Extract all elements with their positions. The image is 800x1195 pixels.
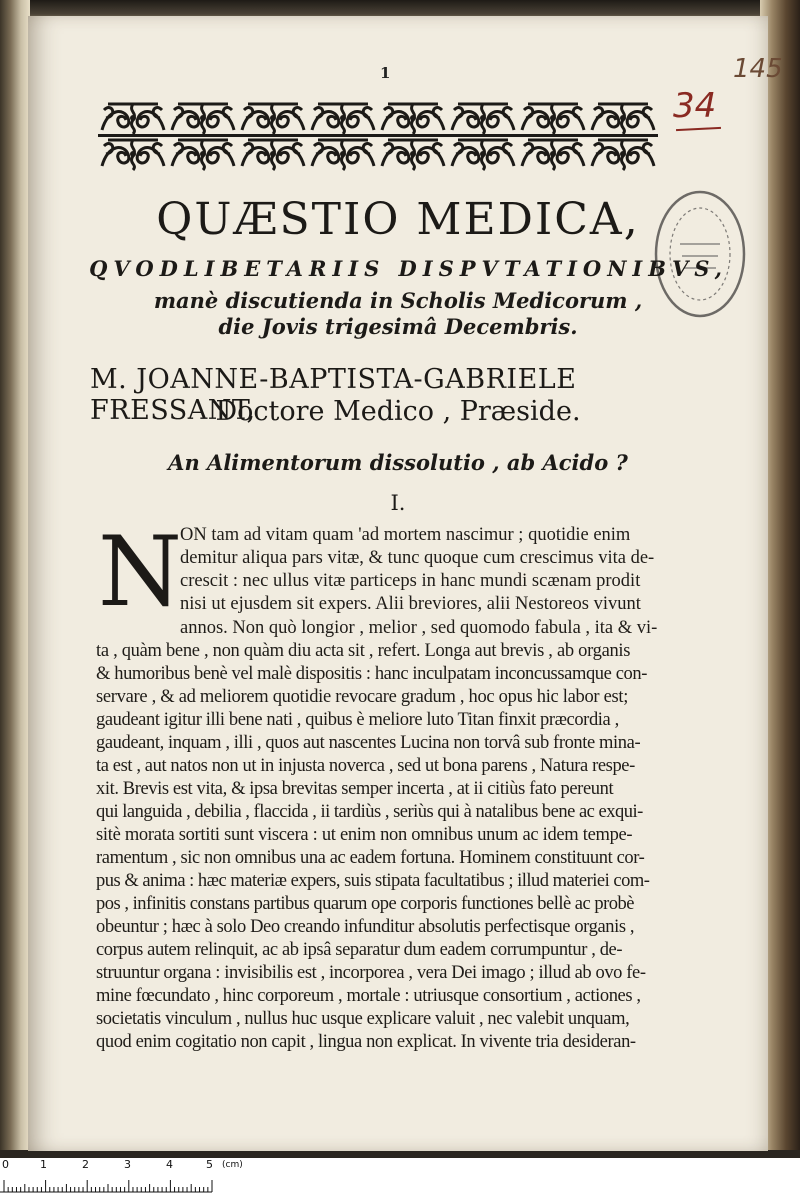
- text-line: xit. Brevis est vita, & ipsa brevitas semper incerta , at ii citiùs fato pereunt: [96, 779, 614, 799]
- praeses-role: Doctore Medico , Præside.: [215, 396, 581, 427]
- text-line: & humoribus benè vel malè dispositis : hanc inculpatam inconcussamque con-: [96, 664, 647, 684]
- manuscript-underline: [676, 127, 721, 131]
- subtitle-discutienda: manè discutienda in Scholis Medicorum ,: [153, 288, 643, 313]
- ruler-unit: (cm): [222, 1160, 243, 1170]
- text-line: ta , quàm bene , non quàm diu acta sit , refert. Longa aut brevis , ab organis: [96, 641, 631, 661]
- scale-ruler: [0, 1158, 800, 1195]
- text-line: mine fœcundato , hinc corporeum , mortale : utriusque consortium , actiones ,: [96, 986, 641, 1006]
- page-number: 1: [380, 64, 391, 82]
- ruler-label: 5: [206, 1158, 213, 1171]
- text-line: societatis vinculum , nullus huc usque explicare valuit , nec valebit unquam,: [96, 1009, 630, 1029]
- praeses-name: M. JOANNE-BAPTISTA-GABRIELE FRESSANT,: [90, 364, 577, 426]
- text-line: qui languida , debilia , flaccida , ii tardiùs , seriùs qui à natalibus bene ac exqui-: [96, 802, 643, 822]
- manuscript-note-primary: 34: [673, 86, 717, 126]
- ornamental-header-band: [98, 100, 658, 172]
- text-line: servare , & ad meliorem quotidie revocare gradum , hoc opus hic labor est;: [96, 687, 629, 707]
- ruler-label: 0: [2, 1158, 9, 1171]
- text-line: pus & anima : hæc materiæ expers, suis stipata facultatibus ; illud materiei com-: [96, 871, 650, 891]
- section-number: I.: [390, 491, 406, 515]
- text-line: quod enim cogitatio non capit , lingua non explicat. In vivente tria desideran-: [96, 1032, 636, 1052]
- text-line: annos. Non quò longior , melior , sed quomodo fabula , ita & vi-: [180, 618, 658, 638]
- text-line: gaudeant igitur illi bene nati , quibus è meliore luto Titan finxit præcordia ,: [96, 710, 619, 730]
- subtitle-quodlibetariis: QVODLIBETARIIS DISPVTATIONIBVS,: [89, 256, 728, 281]
- ruler-label: 3: [124, 1158, 131, 1171]
- text-line: demitur aliqua pars vitæ, & tunc quoque cum crescimus vita de-: [180, 548, 655, 568]
- question-heading: An Alimentorum dissolutio , ab Acido ?: [168, 450, 628, 475]
- subtitle-date: die Jovis trigesimâ Decembris.: [218, 314, 578, 339]
- text-line: crescit : nec ullus vitæ particeps in hanc mundi scænam prodit: [180, 571, 641, 591]
- ruler-ticks: [0, 1158, 800, 1195]
- text-line: obeuntur ; hæc à solo Deo creando infunditur absolutis perfectisque organis ,: [96, 917, 635, 937]
- main-title: QUÆSTIO MEDICA,: [156, 194, 640, 245]
- text-line: corpus autem relinquit, ac ab ipsâ separatur dum eadem corrumpuntur , de-: [96, 940, 623, 960]
- text-line: gaudeant, inquam , illi , quos aut nascentes Lucina non torvâ sub fronte mina-: [96, 733, 641, 753]
- text-line: sitè morata sortiti sunt viscera : ut enim non omnibus unum ac idem tempe-: [96, 825, 633, 845]
- book-left-edge: [0, 0, 30, 1150]
- text-line: ta est , aut natos non ut in injusta noverca , sed ut bona parens , Natura respe-: [96, 756, 635, 776]
- text-line: struuntur organa : invisibilis est , incorporea , vera Dei imago ; illud ab ovo fe-: [96, 963, 646, 983]
- ruler-label: 2: [82, 1158, 89, 1171]
- book-page: [28, 16, 783, 1151]
- ruler-label: 4: [166, 1158, 173, 1171]
- manuscript-note-secondary: 145: [733, 54, 783, 84]
- text-line: nisi ut ejusdem sit expers. Alii breviores, alii Nestoreos vivunt: [180, 594, 641, 614]
- ruler-label: 1: [40, 1158, 47, 1171]
- text-line: ON tam ad vitam quam 'ad mortem nascimur ; quotidie enim: [180, 525, 631, 545]
- text-line: pos , infinitis constans partibus quarum ope corporis functiones bellè ac probè: [96, 894, 634, 914]
- drop-cap-letter: N: [98, 516, 182, 628]
- text-line: ramentum , sic non omnibus una ac eadem fortuna. Hominem constituunt cor-: [96, 848, 645, 868]
